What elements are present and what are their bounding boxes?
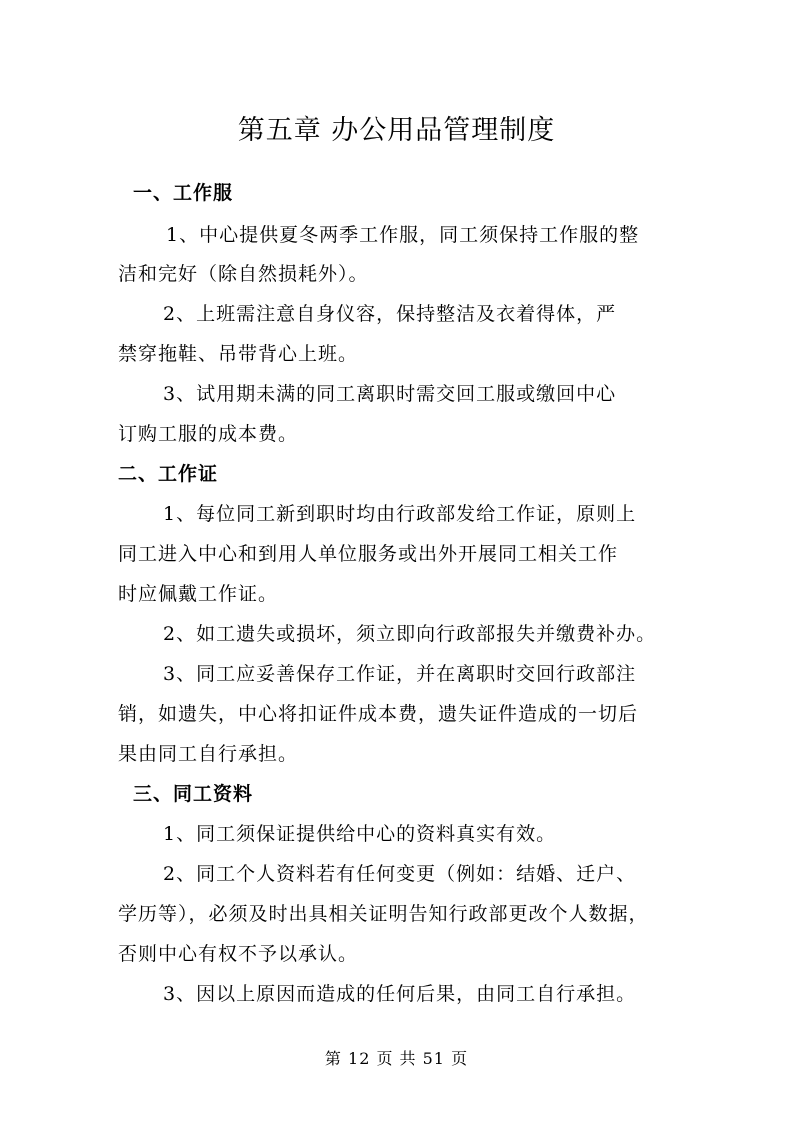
paragraph-line: 同工进入中心和到用人单位服务或出外开展同工相关工作: [118, 543, 619, 565]
section-heading-records: 三、同工资料: [133, 783, 254, 805]
paragraph-line: 时应佩戴工作证。: [118, 583, 279, 605]
paragraph-line: 3、因以上原因而造成的任何后果，由同工自行承担。: [163, 983, 637, 1005]
paragraph-line: 3、试用期未满的同工离职时需交回工服或缴回中心: [163, 383, 617, 405]
section-heading-uniform: 一、工作服: [133, 182, 234, 204]
paragraph-line: 2、上班需注意自身仪容，保持整洁及衣着得体，严: [163, 303, 617, 325]
paragraph-line: 2、同工个人资料若有任何变更（例如：结婚、迁户、: [163, 863, 637, 885]
paragraph-line: 否则中心有权不予以承认。: [118, 943, 359, 965]
paragraph-line: 订购工服的成本费。: [118, 423, 299, 445]
page-title: 第五章 办公用品管理制度: [237, 115, 556, 146]
paragraph-line: 果由同工自行承担。: [118, 743, 299, 765]
paragraph-line: 销，如遗失，中心将扣证件成本费，遗失证件造成的一切后: [118, 703, 639, 725]
paragraph-line: 学历等），必须及时出具相关证明告知行政部更改个人数据，: [118, 903, 649, 925]
paragraph-line: 1、中心提供夏冬两季工作服，同工须保持工作服的整: [166, 224, 640, 246]
paragraph-line: 3、同工应妥善保存工作证，并在离职时交回行政部注: [163, 663, 637, 685]
section-heading-badge: 二、工作证: [118, 463, 219, 485]
paragraph-line: 洁和完好（除自然损耗外）。: [118, 263, 369, 285]
paragraph-line: 禁穿拖鞋、吊带背心上班。: [118, 343, 359, 365]
paragraph-line: 2、如工遗失或损坏，须立即向行政部报失并缴费补办。: [163, 623, 657, 645]
page-footer: 第 12 页 共 51 页: [324, 1049, 469, 1068]
paragraph-line: 1、同工须保证提供给中心的资料真实有效。: [163, 823, 557, 845]
paragraph-line: 1、每位同工新到职时均由行政部发给工作证，原则上: [163, 503, 637, 525]
